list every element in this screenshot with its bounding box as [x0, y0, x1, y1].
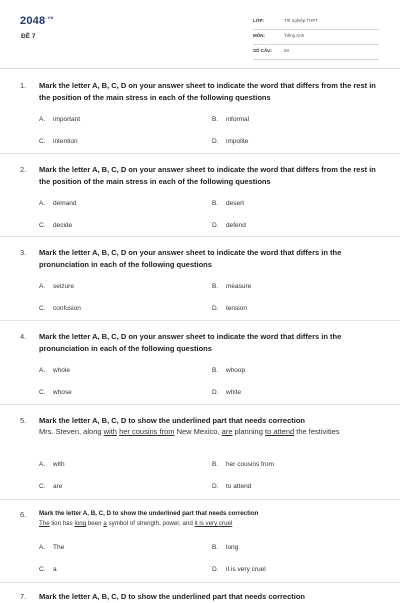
underlined-part: it is very cruel [194, 520, 233, 527]
question-sentence [39, 519, 383, 529]
sentence-text: been [86, 520, 104, 527]
sentence-text: lion has [49, 520, 75, 527]
question-stem: Mark the letter A, B, C, D to show the underlined part that needs correction [39, 416, 306, 425]
option-b[interactable]: B. informal [212, 116, 250, 123]
option-a[interactable]: A. The [39, 544, 65, 551]
sentence-text: the festivities [294, 427, 340, 436]
option-a[interactable]: A. with [39, 461, 65, 468]
question-stem: Mark the letter A, B, C, D on your answer sheet to indicate the word that differs from the rest in the position of the main stress in each of the following questions [39, 165, 376, 186]
underlined-part: to attend [264, 427, 295, 436]
question-divider [0, 320, 400, 321]
question-number: 1. [20, 81, 27, 90]
option-b[interactable]: B. desert [212, 200, 245, 207]
option-a[interactable]: A. whole [39, 367, 70, 374]
question-divider [0, 582, 400, 583]
option-d[interactable]: D. white [212, 389, 242, 396]
option-a[interactable]: A. important [39, 116, 81, 123]
option-d[interactable]: D. defend [212, 222, 246, 229]
site-logo[interactable]: $2048^{.VN}$ [20, 15, 54, 27]
underlined-part: long [74, 520, 87, 527]
exam-code: ĐỀ 7 [21, 33, 36, 40]
meta-class: LỚP: Tốt nghiệp THPT [253, 14, 379, 30]
underlined-part: The [39, 520, 50, 527]
exam-header [0, 0, 400, 68]
option-c[interactable]: C. decide [39, 222, 73, 229]
sentence-text: New Mexico, [174, 427, 222, 436]
question-divider [0, 236, 400, 237]
question-number: 7. [20, 592, 27, 601]
question-number: 5. [20, 416, 27, 425]
sentence-text: Mrs. Steven, along [39, 427, 104, 436]
option-d[interactable]: D. to attend [212, 483, 252, 490]
option-d[interactable]: D. it is very cruel [212, 566, 266, 573]
option-a[interactable]: A. seizure [39, 283, 74, 290]
question-sentence [39, 426, 383, 438]
meta-subject: MÔN: Tiếng Anh [253, 29, 379, 45]
question-stem: Mark the letter A, B, C, D on your answer sheet to indicate the word that differs in the pronunciation in each of the following questions [39, 248, 342, 269]
question-number: 2. [20, 165, 27, 174]
option-b[interactable]: B. her cousins from [212, 461, 275, 468]
option-d[interactable]: D. tension [212, 305, 247, 312]
underlined-part: are [221, 427, 233, 436]
question-stem: Mark the letter A, B, C, D on your answer sheet to indicate the word that differs in the pronunciation in each of the following questions [39, 332, 342, 353]
meta-question-count: SỐ CÂU: 50 [253, 44, 379, 60]
question-stem: Mark the letter A, B, C, D to show the underlined part that needs correction [39, 510, 259, 517]
question-divider [0, 404, 400, 405]
underlined-part: her cousins from [119, 427, 175, 436]
option-b[interactable]: B. measure [212, 283, 252, 290]
question-number: 6. [20, 510, 27, 519]
option-c[interactable]: C. intention [39, 138, 78, 145]
underlined-part: a [103, 520, 107, 527]
question-stem: Mark the letter A, B, C, D on your answer sheet to indicate the word that differs from the rest in the position of the main stress in each of the following questions [39, 81, 376, 102]
question-number: 3. [20, 248, 27, 257]
option-c[interactable]: C. a [39, 566, 57, 573]
sentence-text: planning [232, 427, 265, 436]
option-b[interactable]: B. whoop [212, 367, 246, 374]
header-divider [0, 68, 400, 69]
option-c[interactable]: C. are [39, 483, 63, 490]
question-divider [0, 499, 400, 500]
option-b[interactable]: B. long [212, 544, 239, 551]
question-number: 4. [20, 332, 27, 341]
question-stem: Mark the letter A, B, C, D to show the underlined part that needs correction [39, 592, 306, 601]
option-c[interactable]: C. confusion [39, 305, 81, 312]
underlined-part: with [103, 427, 117, 436]
option-a[interactable]: A. demand [39, 200, 77, 207]
question-divider [0, 153, 400, 154]
option-c[interactable]: C. whose [39, 389, 72, 396]
option-d[interactable]: D. impolite [212, 138, 249, 145]
sentence-text: symbol of strength, power, and [106, 520, 195, 527]
